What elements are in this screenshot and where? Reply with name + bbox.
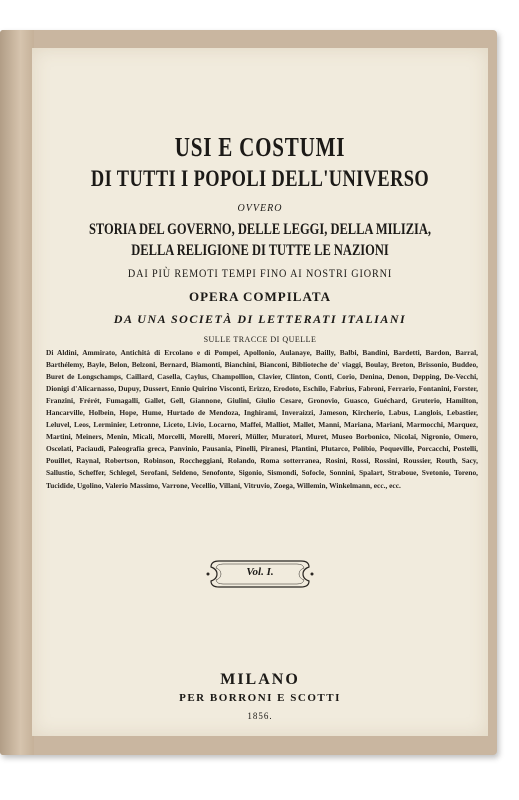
imprint-printer: PER BORRONI E SCOTTI <box>179 692 341 704</box>
book <box>0 30 497 755</box>
volume-label: Vol. I. <box>246 566 274 578</box>
title-line-2: DI TUTTI I POPOLI DELL'UNIVERSO <box>90 166 430 191</box>
subtitle-line-3: DAI PIÙ REMOTI TEMPI FINO AI NOSTRI GIORNI <box>127 266 393 280</box>
sulle-tracce: SULLE TRACCE DI QUELLE <box>203 335 317 344</box>
volume-cartouche <box>205 555 315 593</box>
title-line-1: USI E COSTUMI <box>174 132 346 162</box>
societa-letterati: DA UNA SOCIETÀ DI LETTERATI ITALIANI <box>113 312 407 326</box>
opera-compilata: OPERA COMPILATA <box>189 289 331 304</box>
subtitle-line-2: DELLA RELIGIONE DI TUTTE LE NAZIONI <box>131 242 389 259</box>
book-spine <box>0 30 34 755</box>
subtitle-line-1: STORIA DEL GOVERNO, DELLE LEGGI, DELLA MILIZIA, <box>88 221 432 238</box>
ovvero-text: OVVERO <box>237 203 283 214</box>
title-page <box>32 48 488 736</box>
imprint-city: MILANO <box>220 671 300 688</box>
imprint-year: 1856. <box>247 711 273 721</box>
author-list: Di Aldini, Ammirato, Antichità di Ercolano e di Pompei, Apollonio, Aulanaye, Bailly, Balbi, Bandini, Bardetti, Bardon, Barral, Barthélemy, Bayle, Belon, Belzoni, Bernard, Biamonti, Bianchini, Bianconi, Biblioteche de' viaggi, Boulay, Breton, Brissonio, Buddeo, Buret de Longschamps, Caillard, Casella, Caylus, Champollion, Clavier, Clinton, Conti, Corio, Denina, Denon, Depping, De-Vecchi, Dionigi d'Alicarnasso, Dupuy, Dussert, Ennio Quirino Visconti, Erizzo, Erodoto, Eschilo, Fabrius, Fabroni, Ferrario, Fontanini, Forster, Franzini, Frérét, Fumagalli, Gallet, Gell, Giannone, Giulini, Giulio Cesare, Gronovio, Guasco, Guéchard, Gruterio, Hamilton, Hancarville, Holbein, Hope, Hume, Hurtado de Mendoza, Inghirami, Inveraizzi, Jameson, Kircherio, Labus, Langlois, Lebastier, Leluvel, Leos, Lerminier, Letronne, Liceto, Livio, Locarno, Maffei, Malliot, Mallet, Manni, Mariana, Mariani, Marmocchi, Marquez, Martini, Meiners, Menin, Micali, Morcelli, Morelli, Moreri, Müller, Muratori, Muret, Museo Borbonico, Nicolai, Nigronio, Omero, Oscelati, Paciaudi, Paleografia greca, Panvinio, Pausania, Pinelli, Piranesi, Plantini, Plutarco, Polibio, Poqueville, Porcacchi, Postelli, Pouillet, Raynal, Robertson, Robinson, Roccheggiani, Rolando, Roma sotterranea, Rosini, Rossi, Rossini, Roussier, Routh, Sacy, Sallustio, Scheffer, Schlegel, Serofani, Seldeno, Senofonte, Sigonio, Sismondi, Sofocle, Sonnini, Spalart, Straboue, Svetonio, Toreno, Tucidide, Ugolino, Valerio Massimo, Varrone, Vecellio, Villani, Vitruvio, Zoega, Willemin, Winkelmann, ecc., ecc. <box>46 348 478 490</box>
